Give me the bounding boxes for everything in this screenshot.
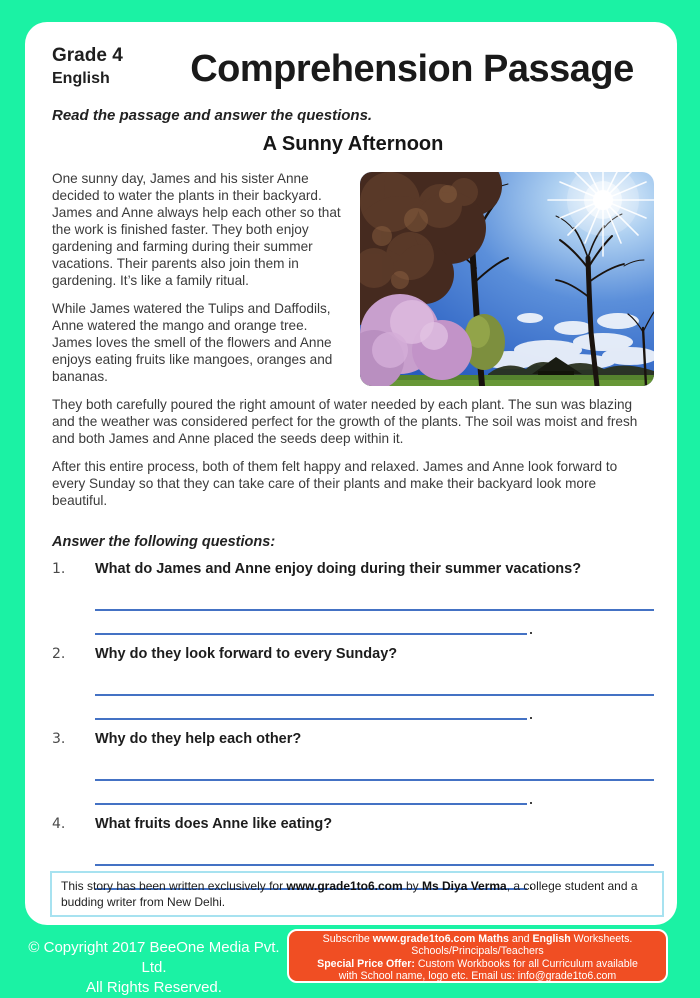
grade-label: Grade 4 xyxy=(52,45,123,66)
question-text: Why do they help each other? xyxy=(95,731,302,747)
promo-line-4: with School name, logo etc. Email us: info@grade1to6.com xyxy=(338,970,617,983)
instruction-text: Read the passage and answer the questions. xyxy=(52,107,373,124)
photo-illustration xyxy=(360,172,654,386)
question-number: 4. xyxy=(52,816,66,832)
subject-label: English xyxy=(52,70,110,87)
worksheet-sheet xyxy=(25,22,677,925)
copyright-line-2: All Rights Reserved. xyxy=(86,979,222,996)
answer-line xyxy=(95,696,527,720)
sunny-afternoon-photo xyxy=(360,172,654,386)
answer-line xyxy=(95,781,527,805)
question-number: 3. xyxy=(52,731,66,747)
question-2 xyxy=(52,646,654,720)
answer-line xyxy=(95,611,527,635)
copyright-notice xyxy=(28,938,280,998)
promo-banner xyxy=(287,929,668,983)
worksheet-header xyxy=(52,38,654,91)
copyright-line-1: © Copyright 2017 BeeOne Media Pvt. Ltd. xyxy=(28,939,280,976)
promo-line-3: Special Price Offer: Custom Workbooks for all Curriculum available xyxy=(317,957,638,970)
answer-line xyxy=(95,577,654,611)
passage-paragraph-2: While James watered the Tulips and Daffodils, Anne watered the mango and orange tree. James loves the smell of the flowers and Anne enjoys eating fruits like mangoes, oranges and bananas. xyxy=(52,301,333,384)
passage-paragraph-4: After this entire process, both of them felt happy and relaxed. James and Anne look forward to every Sunday so that they can take care of their plants and make their backyard look more beautiful. xyxy=(52,459,618,508)
answer-line xyxy=(95,832,654,866)
promo-line-2: Schools/Principals/Teachers xyxy=(411,945,544,958)
question-number: 2. xyxy=(52,646,66,662)
passage-paragraph-1: One sunny day, James and his sister Anne decided to water the plants in their backyard. James and Anne always help each other so that the work is finished faster. They both enjoy gardening and farming during their summer vacations. Their parents also join them in gardening. It’s like a family ritual. xyxy=(52,171,341,288)
question-3 xyxy=(52,731,654,805)
answer-line xyxy=(95,747,654,781)
question-1 xyxy=(52,561,654,635)
question-text: What fruits does Anne like eating? xyxy=(95,816,333,832)
passage-title: A Sunny Afternoon xyxy=(262,133,444,155)
attribution-suffix: , a college student and a budding writer from New Delhi. xyxy=(61,879,638,909)
question-number: 1. xyxy=(52,561,66,577)
page-title: Comprehension Passage xyxy=(190,48,634,90)
attribution-author: Ms Diya Verma xyxy=(422,879,507,893)
promo-line-1: Subscribe www.grade1to6.com Maths and English Worksheets. xyxy=(322,933,633,945)
attribution-mid: by xyxy=(402,879,423,893)
passage-paragraph-3: They both carefully poured the right amount of water needed by each plant. The sun was blazing and the weather was considered perfect for the growth of the plants. The soil was moist and fresh and both James and Anne placed the seeds deep within it. xyxy=(52,397,638,446)
passage-body xyxy=(52,170,654,509)
answer-line xyxy=(95,662,654,696)
attribution-prefix: This story has been written exclusively for xyxy=(61,879,287,893)
questions-heading: Answer the following questions: xyxy=(52,534,276,550)
attribution-site: www.grade1to6.com xyxy=(286,879,403,893)
question-text: What do James and Anne enjoy doing during their summer vacations? xyxy=(95,561,582,577)
question-text: Why do they look forward to every Sunday? xyxy=(95,646,398,662)
story-attribution-box xyxy=(50,871,664,917)
grade-block xyxy=(52,38,170,90)
